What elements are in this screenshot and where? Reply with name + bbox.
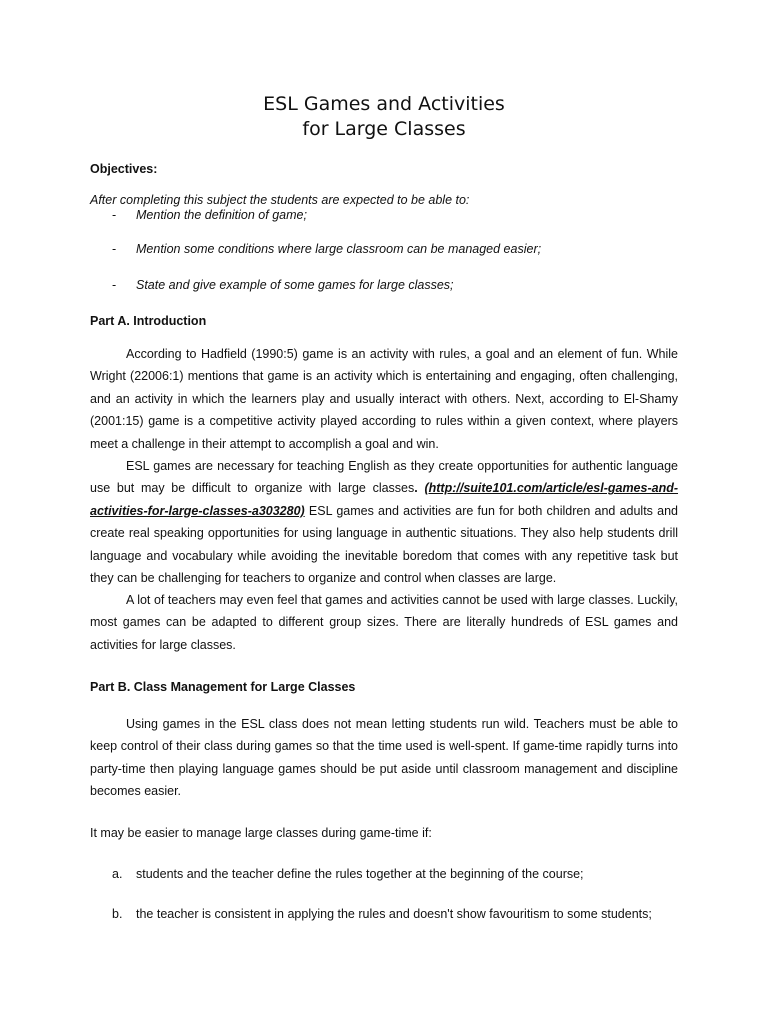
objective-item-2: Mention some conditions where large classroom can be managed easier; [136,242,542,256]
document-title-line-2: for Large Classes [302,118,466,140]
part-a-heading: Part A. Introduction [90,314,207,328]
part-a-paragraph-3: A lot of teachers may even feel that games and activities cannot be used with large classes. Luckily, most games can be adapted to different group sizes. There are literally hundreds of ESL games and activities for large classes. [90,593,678,652]
objectives-intro: After completing this subject the students are expected to be able to: [90,193,470,207]
part-a-p2-text: ESL games are necessary for teaching English as they create opportunities for authentic language use but may be difficult to organize with large classes [90,459,678,496]
objective-bullet-3: - [112,278,117,292]
part-a-p2-rest: ESL games and activities are fun for both children and adults and create real speaking opportunities for using language in authentic situations. They also help students drill language and vocabulary while avoiding the inevitable boredom that comes with any repetitive task but they can be challenging for teachers to organize and control when classes are large. [90,503,678,586]
part-a-p2-period: . [414,481,425,496]
reference-link[interactable]: (http://suite101.com/article/esl-games-and-activities-for-large-classes-a303280) [90,481,679,518]
list-item-a: students and the teacher define the rules together at the beginning of the course; [136,867,584,881]
list-item-b: the teacher is consistent in applying the rules and doesn't show favouritism to some students; [136,907,652,921]
objective-item-1: Mention the definition of game; [136,208,307,222]
objective-bullet-1: - [112,208,117,222]
part-b-paragraph-1: Using games in the ESL class does not mean letting students run wild. Teachers must be able to keep control of their class during games so that the time used is well-spent. If game-time rapidly turns into party-time then playing language games should be put aside until classroom management and discipline becomes easier. [90,717,678,799]
part-b-paragraph-2: It may be easier to manage large classes during game-time if: [90,826,432,840]
list-label-b: b. [112,907,123,921]
part-a-paragraph-1: According to Hadfield (1990:5) game is an activity with rules, a goal and an element of fun. While Wright (22006:1) mentions that game is an activity which is entertaining and engaging, often challenging, and an activity in which the learners play and usually interact with others. Next, according to El-Shamy (2001:15) game is a competitive activity played according to rules within a given context, where players meet a challenge in their attempt to accomplish a goal and win. [90,347,678,451]
document-title-line-1: ESL Games and Activities [263,93,505,115]
list-label-a: a. [112,867,123,881]
objective-item-3: State and give example of some games for large classes; [136,278,454,292]
part-b-heading: Part B. Class Management for Large Classes [90,680,356,694]
objective-bullet-2: - [112,242,117,256]
part-a-paragraph-2 [90,455,678,589]
objectives-heading: Objectives: [90,162,158,176]
